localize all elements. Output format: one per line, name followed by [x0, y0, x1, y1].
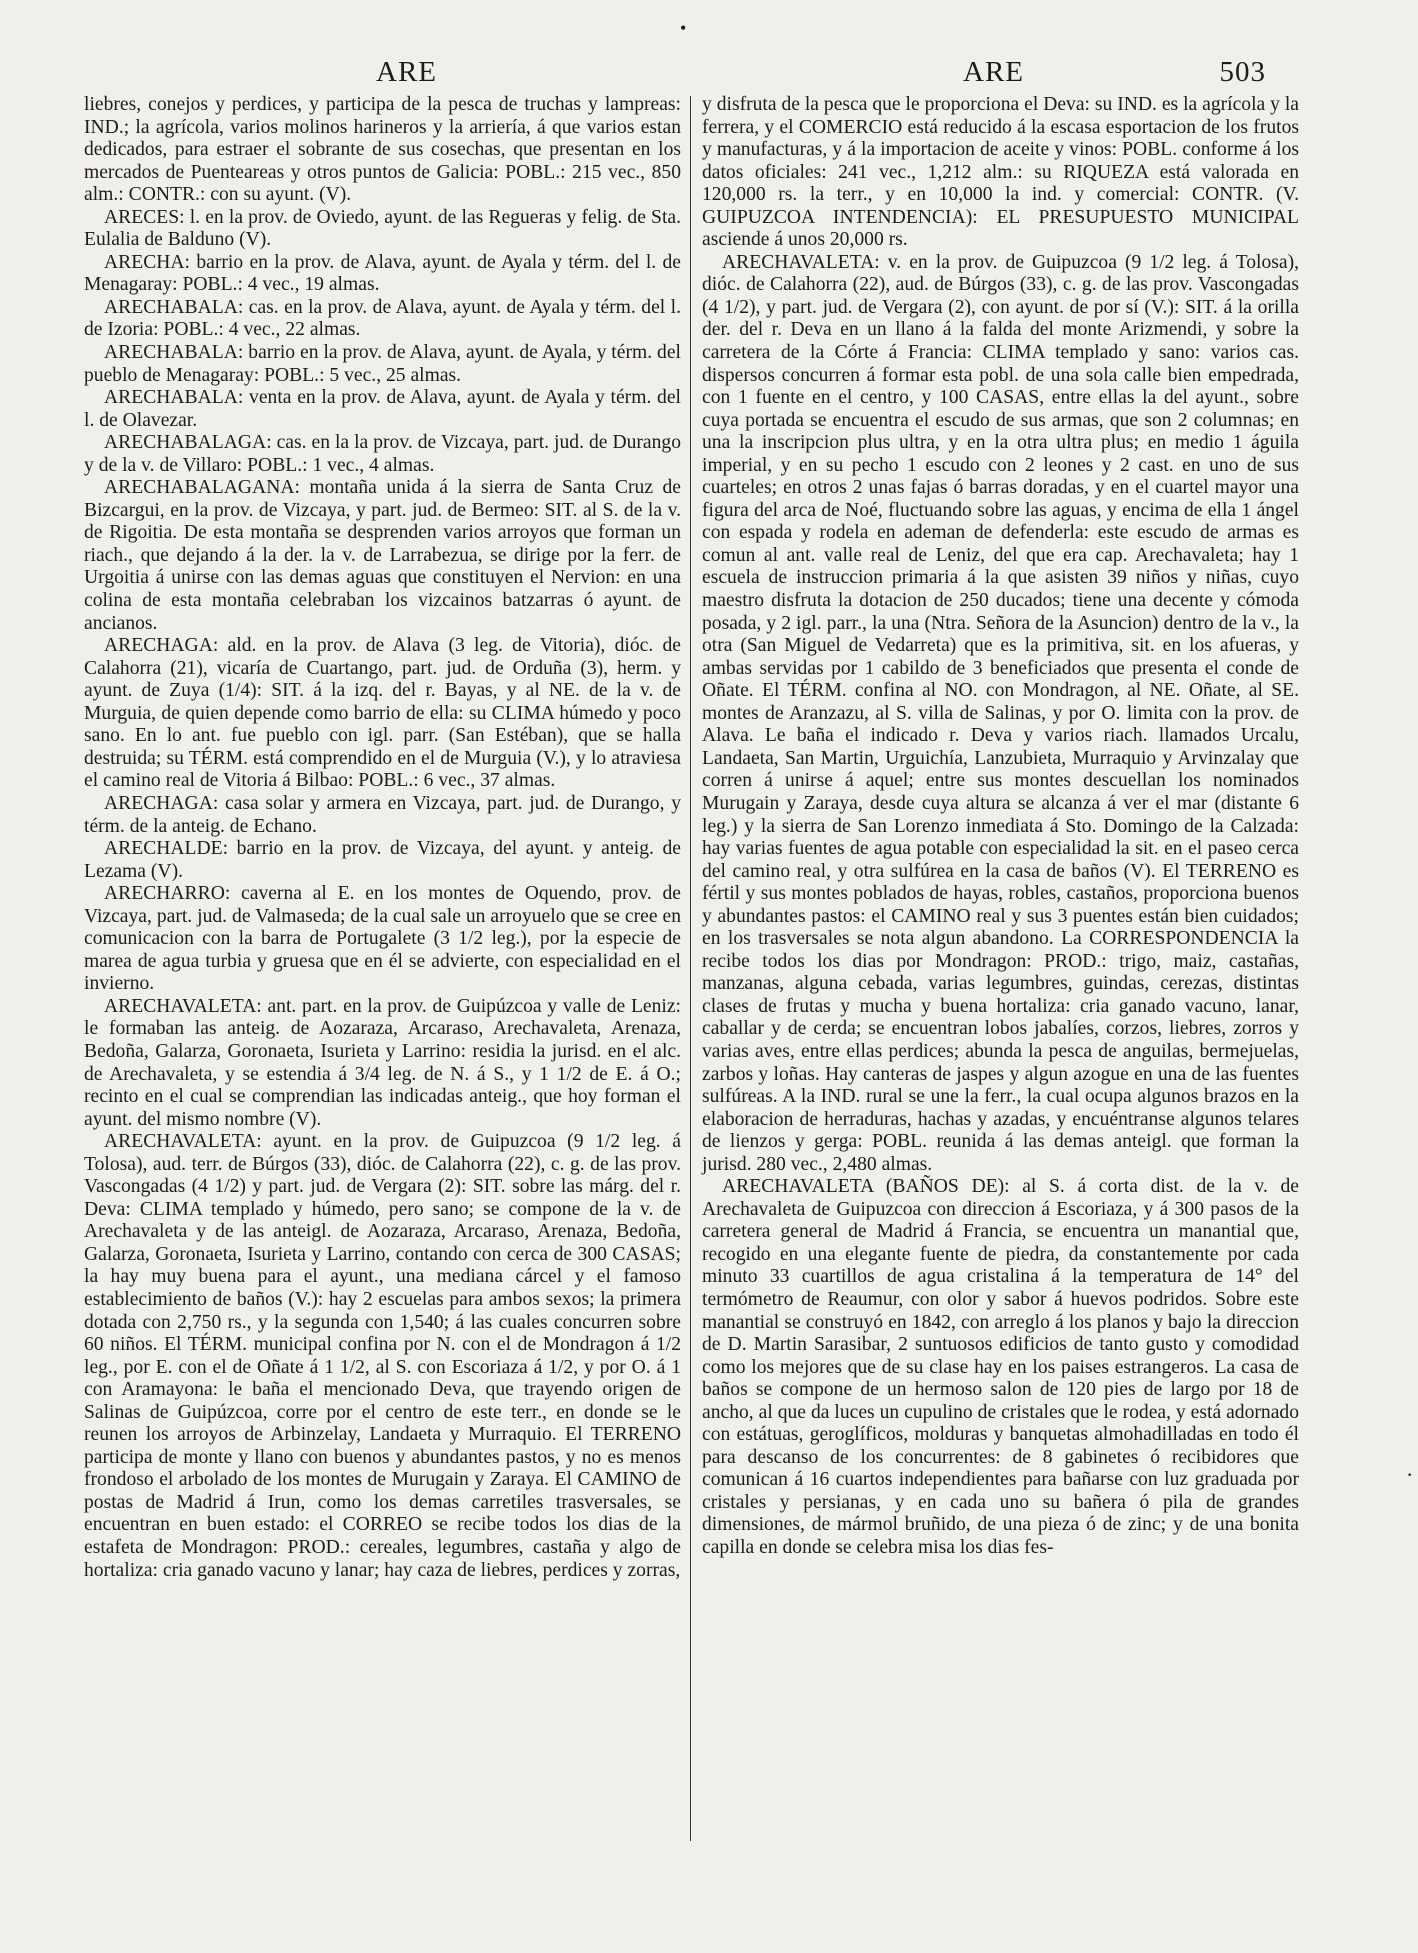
- entry-paragraph: ARECHAGA: casa solar y armera en Vizcaya, part. jud. de Durango, y térm. de la anteig. de Echano.: [84, 792, 681, 837]
- top-printer-mark: •: [680, 18, 687, 38]
- running-head-right: ARE: [963, 56, 1024, 88]
- entry-paragraph: ARECES: l. en la prov. de Oviedo, ayunt. de las Regueras y felig. de Sta. Eulalia de Balduno (V).: [84, 206, 681, 251]
- entry-paragraph: ARECHALDE: barrio en la prov. de Vizcaya, del ayunt. y anteig. de Lezama (V).: [84, 838, 681, 882]
- entry-paragraph: ARECHABALAGANA: montaña unida á la sierra de Santa Cruz de Bizcargui, en la prov. de Vizcaya, y part. jud. de Bermeo: SIT. al S. de la v. de Rigoitia. De esta montaña se desprenden varios arroyos que forman un riach., que dejando á la der. la v. de Larrabezua, se dirige por la ferr. de Urgoitia á unirse con las demas aguas que constituyen el Nervion: en una colina de esta montaña celebraban los vizcainos batzarras ó ayunt. de ancianos.: [84, 477, 681, 634]
- entry-paragraph: ARECHABALA: venta en la prov. de Alava, ayunt. de Ayala y térm. del l. de Olavezar.: [84, 387, 681, 431]
- entry-paragraph: ARECHAVALETA (BAÑOS DE): al S. á corta dist. de la v. de Arechavaleta de Guipuzcoa con direccion á Escoriaza, y á 300 pasos de la carretera general de Madrid á Francia, se encuentra un manantial que, recogido en una elegante fuente de piedra, da constantemente por cada minuto 33 cuartillos de agua cristalina á la temperatura de 14° del termómetro de Reaumur, con olor y sabor á huevos podridos. Sobre este manantial se construyó en 1842, con arreglo á los planos y bajo la direccion de D. Martin Sarasibar, 2 suntuosos edificios de tanto gusto y comodidad como los mejores que de su clase hay en los paises estrangeros. La casa de baños se compone de un hermoso salon de 120 pies de largo por 18 de ancho, al que da luces un cupulino de cristales que le rodea, y está adornado con estátuas, geroglíficos, molduras y banquetas almohadilladas en todo él para descanso de los concurrentes: de 8 gabinetes ó recibidores que comunican á 16 cuartos independientes para bañarse con luz graduada por cristales y persianas, y en cada uno su bañera ó pila de grandes dimensiones, de mármol bruñido, de una pieza ó de zinc; y de una bonita capilla en donde se celebra misa los dias fes-: [702, 1176, 1299, 1558]
- entry-paragraph: ARECHAVALETA: ayunt. en la prov. de Guipuzcoa (9 1/2 leg. á Tolosa), aud. terr. de Búrgos (33), dióc. de Calahorra (22), c. g. de las prov. Vascongadas (4 1/2) y part. jud. de Vergara (2): SIT. sobre las márg. del r. Deva: CLIMA templado y húmedo, pero sano; se compone de la v. de Arechavaleta y de las anteigl. de Aozaraza, Arcaraso, Arenaza, Bedoña, Galarza, Goronaeta, Isurieta y Larrino, contando con cerca de 300 CASAS; la hay muy buena para el ayunt., una mediana cárcel y el famoso establecimiento de baños (V.): hay 2 escuelas para ambos sexos; la primera dotada con 2,750 rs., y la segunda con 1,540; á las cuales concurren sobre 60 niños. El TÉRM. municipal confina por N. con el de Mondragon á 1/2 leg., por E. con el de Oñate á 1 1/2, al S. con Escoriaza á 1/2, y por O. á 1 con Aramayona: le baña el mencionado Deva, que trayendo origen de Salinas de Guipúzcoa, corre por el centro de este terr., en donde se le reunen los arroyos de Arbinzelay, Landaeta y Murraquio. El TERRENO participa de monte y llano con buenos y abundantes pastos, y no es menos frondoso el arbolado de los montes de Murugain y Zaraya. El CAMINO de postas de Madrid á Irun, como los demas carretiles trasversales, se encuentran en buen estado: el CORREO se recibe todos los dias de la estafeta de Mondragon: PROD.: cereales, legumbres, castaña y algo de hortaliza: cria ganado vacuno y lanar; hay caza de liebres, perdices y zorras,: [84, 1131, 681, 1581]
- column-divider: [690, 96, 691, 1841]
- margin-mark: ·: [1406, 1462, 1414, 1487]
- entry-paragraph: ARECHA: barrio en la prov. de Alava, ayunt. de Ayala y térm. del l. de Menagaray: POBL.: 4 vec., 19 almas.: [84, 251, 681, 296]
- entry-paragraph: ARECHABALA: barrio en la prov. de Alava, ayunt. de Ayala, y térm. del pueblo de Menagaray: POBL.: 5 vec., 25 almas.: [84, 342, 681, 386]
- right-column: [702, 94, 1299, 1560]
- entry-paragraph: ARECHAGA: ald. en la prov. de Alava (3 leg. de Vitoria), dióc. de Calahorra (21), vicaría de Cuartango, part. jud. de Orduña (3), herm. y ayunt. de Zuya (1/4): SIT. á la izq. del r. Bayas, y al NE. de la v. de Murguia, de quien depende como barrio de ella: su CLIMA húmedo y poco sano. En lo ant. fue pueblo con igl. parr. (San Estéban), que se halla destruida; su TÉRM. está comprendido en el de Murguia (V.), y lo atraviesa el camino real de Vitoria á Bilbao: POBL.: 6 vec., 37 almas.: [84, 635, 681, 792]
- entry-paragraph: liebres, conejos y perdices, y participa de la pesca de truchas y lampreas: IND.; la agrícola, varios molinos harineros y la arriería, á que varios estan dedicados, para estraer el sobrante de sus cosechas, que presentan en los mercados de Puenteareas y otros puntos de Galicia: POBL.: 215 vec., 850 alm.: CONTR.: con su ayunt. (V).: [84, 94, 681, 206]
- entry-paragraph: ARECHABALAGA: cas. en la la prov. de Vizcaya, part. jud. de Durango y de la v. de Villaro: POBL.: 1 vec., 4 almas.: [84, 432, 681, 476]
- entry-paragraph: ARECHAVALETA: ant. part. en la prov. de Guipúzcoa y valle de Leniz: le formaban las anteig. de Aozaraza, Arcaraso, Arechavaleta, Arenaza, Bedoña, Galarza, Goronaeta, Isurieta y Larrino: residia la jurisd. en el alc. de Arechavaleta, y se estendia á 3/4 leg. de N. á S., y 1 1/2 de E. á O.; recinto en el cual se comprendian las indicadas anteig., que hoy forman el ayunt. del mismo nombre (V).: [84, 995, 681, 1130]
- left-column: [84, 94, 681, 1582]
- entry-paragraph: ARECHARRO: caverna al E. en los montes de Oquendo, prov. de Vizcaya, part. jud. de Valmaseda; de la cual sale un arroyuelo que se cree en comunicacion con la barra de Portugalete (3 1/2 leg.), por la especie de marea de agua turbia y gruesa que en él se advierte, con especialidad en el invierno.: [84, 883, 681, 995]
- running-head-left: ARE: [376, 56, 437, 88]
- entry-paragraph: ARECHABALA: cas. en la prov. de Alava, ayunt. de Ayala y térm. del l. de Izoria: POBL.: 4 vec., 22 almas.: [84, 296, 681, 341]
- page-number: 503: [1219, 56, 1266, 88]
- entry-paragraph: y disfruta de la pesca que le proporciona el Deva: su IND. es la agrícola y la ferrera, y el COMERCIO está reducido á la escasa esportacion de los frutos y manufacturas, y á la importacion de aceite y vinos: POBL. conforme á los datos oficiales: 241 vec., 1,212 alm.: su RIQUEZA está valorada en 120,000 rs. la terr., y en 10,000 la ind. y comercial: CONTR. (V. GUIPUZCOA INTENDENCIA): EL PRESUPUESTO MUNICIPAL asciende á unos 20,000 rs.: [702, 94, 1299, 251]
- entry-paragraph: ARECHAVALETA: v. en la prov. de Guipuzcoa (9 1/2 leg. á Tolosa), dióc. de Calahorra (22), aud. de Búrgos (33), c. g. de las prov. Vascongadas (4 1/2), y part. jud. de Vergara (2), con ayunt. de por sí (V.): SIT. á la orilla der. del r. Deva en un llano á la falda del monte Arizmendi, y sobre la carretera de la Córte á Francia: CLIMA templado y sano: varios cas. dispersos concurren á formar esta pobl. de una sola calle bien empedrada, con 1 fuente en el centro, y 100 CASAS, entre ellas la del ayunt., sobre cuya portada se encuentra el escudo de sus armas, que son 2 columnas; en una la inscripcion plus ultra, y en la otra ultra plus; en medio 1 águila imperial, y en su pecho 1 escudo con 2 leones y 2 cast. en uno de sus cuarteles; en otros 2 unas fajas ó barras doradas, y en el cuartel mayor una figura del arca de Noé, fluctuando sobre las aguas, y encima de ella 1 ángel con espada y rodela en ademan de defenderla: este escudo de armas es comun al ant. valle real de Leniz, del que era cap. Arechavaleta; hay 1 escuela de instruccion primaria á la que asisten 39 niños y niñas, cuyo maestro disfruta la dotacion de 250 ducados; tiene una decente y cómoda posada, y 2 igl. parr., la una (Ntra. Señora de la Asuncion) dentro de la v., la otra (San Miguel de Vedarreta) que es la primitiva, sit. en los afueras, y ambas servidas por 1 cabildo de 3 beneficiados que presenta el conde de Oñate. El TÉRM. confina al NO. con Mondragon, al NE. Oñate, al SE. montes de Aranzazu, al S. villa de Salinas, y por O. limita con la prov. de Alava. Le baña el indicado r. Deva y varios riach. llamados Urcalu, Landaeta, San Martin, Urguichía, Lanzubieta, Murraquio y Arvinzalay que corren á unirse á aquel; entre sus montes descuellan los nominados Murugain y Zaraya, desde cuya altura se alcanza á ver el mar (distante 6 leg.) y la sierra de San Lorenzo inmediata á Sto. Domingo de la Calzada: hay varias fuentes de agua potable con especialidad la sit. en el paseo cerca del camino real, y otra sulfúrea en la casa de baños (V). El TERRENO es fértil y sus montes poblados de hayas, robles, castaños, proporciona buenos y abundantes pastos: el CAMINO real y sus 3 puentes están bien cuidados; en los trasversales se nota algun abandono. La CORRESPONDENCIA la recibe todos los dias por Mondragon: PROD.: trigo, maiz, castañas, manzanas, alguna cebada, varias legumbres, guindas, cerezas, distintas clases de frutas y mucha y buena hortaliza: cria ganado vacuno, lanar, caballar y de cerda; se encuentran lobos jabalíes, corzos, liebres, zorros y varias aves, entre ellas perdices; abunda la pesca de anguilas, bermejuelas, zarbos y loñas. Hay canteras de jaspes y algun azogue en una de las fuentes sulfúreas. A la IND. rural se une la ferr., la cual ocupa algunos brazos en la elaboracion de herraduras, hachas y azadas, y encuéntranse algunos telares de lienzos y gerga: POBL. reunida á las demas anteigl. que forman la jurisd. 280 vec., 2,480 almas.: [702, 251, 1299, 1175]
